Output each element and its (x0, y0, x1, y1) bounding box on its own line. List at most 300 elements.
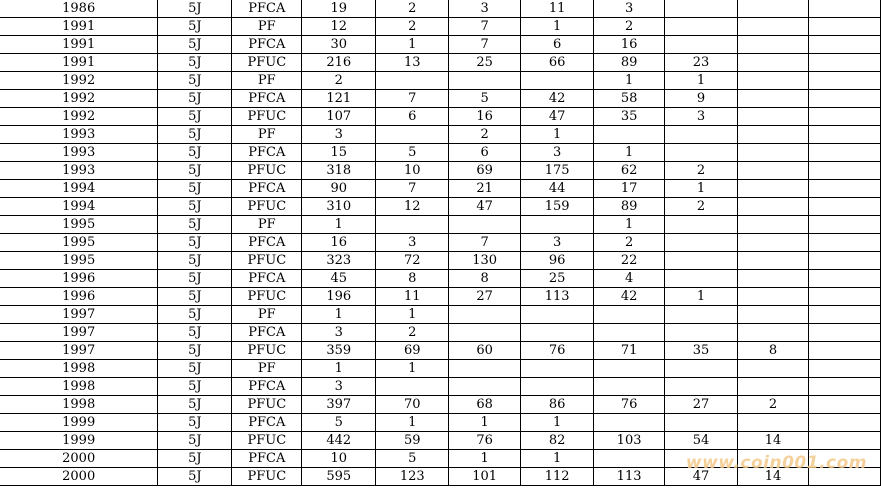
table-cell: 2 (376, 0, 449, 18)
table-row (0, 378, 881, 396)
table-cell (594, 306, 665, 324)
table-cell: 2 (665, 162, 738, 180)
table-cell: 3 (302, 126, 376, 144)
table-cell: 107 (302, 108, 376, 126)
table-cell: 2000 (0, 468, 158, 486)
table-cell: 5J (158, 360, 232, 378)
table-cell (376, 378, 449, 396)
table-cell (521, 324, 594, 342)
table-cell: 47 (665, 468, 738, 486)
table-cell: 22 (594, 252, 665, 270)
table-cell: 113 (521, 288, 594, 306)
table-cell: 310 (302, 198, 376, 216)
table-cell: 5J (158, 288, 232, 306)
table-cell: 1998 (0, 378, 158, 396)
table-row (0, 252, 881, 270)
table-cell: 175 (521, 162, 594, 180)
table-cell: 3 (302, 324, 376, 342)
table-cell (376, 216, 449, 234)
table-row (0, 90, 881, 108)
table-cell: 19 (302, 0, 376, 18)
table-row (0, 108, 881, 126)
table-cell: 5J (158, 324, 232, 342)
table-cell (665, 144, 738, 162)
table-cell: 1992 (0, 72, 158, 90)
table-cell: PF (232, 72, 302, 90)
table-cell (738, 36, 809, 54)
table-cell: PFUC (232, 162, 302, 180)
table-cell: 4 (594, 270, 665, 288)
table-cell: 16 (594, 36, 665, 54)
table-cell: 1997 (0, 324, 158, 342)
table-cell (738, 162, 809, 180)
table-cell (808, 216, 880, 234)
table-cell (665, 270, 738, 288)
table-cell (738, 360, 809, 378)
table-cell: 1994 (0, 180, 158, 198)
table-cell: 7 (376, 90, 449, 108)
table-cell: 68 (449, 396, 521, 414)
table-cell: 1 (302, 216, 376, 234)
table-cell: 2 (738, 396, 809, 414)
table-cell (738, 324, 809, 342)
table-cell: 60 (449, 342, 521, 360)
table-cell: 27 (665, 396, 738, 414)
table-cell: 1993 (0, 126, 158, 144)
table-cell (808, 126, 880, 144)
table-cell: 5J (158, 90, 232, 108)
table-cell: 1997 (0, 342, 158, 360)
table-cell: 5J (158, 378, 232, 396)
table-cell (521, 72, 594, 90)
table-cell: PFUC (232, 342, 302, 360)
table-cell: 5J (158, 180, 232, 198)
table-cell: 2 (376, 324, 449, 342)
table-cell: PFCA (232, 36, 302, 54)
table-cell: 8 (376, 270, 449, 288)
table-cell: 121 (302, 90, 376, 108)
table-cell: 5J (158, 72, 232, 90)
table-cell (665, 324, 738, 342)
table-cell: 2 (594, 234, 665, 252)
table-cell: 16 (449, 108, 521, 126)
table-row (0, 396, 881, 414)
table-cell: 442 (302, 432, 376, 450)
table-cell (521, 360, 594, 378)
table-cell (665, 234, 738, 252)
table-cell: PFCA (232, 234, 302, 252)
table-cell: PF (232, 360, 302, 378)
table-cell: PFCA (232, 324, 302, 342)
table-cell: 2 (376, 18, 449, 36)
table-cell (665, 0, 738, 18)
table-cell: 23 (665, 54, 738, 72)
table-cell: 54 (665, 432, 738, 450)
table-cell: 1993 (0, 162, 158, 180)
table-cell: PFCA (232, 378, 302, 396)
table-cell: 2 (594, 18, 665, 36)
table-cell (808, 18, 880, 36)
table-cell (808, 90, 880, 108)
table-cell: 69 (449, 162, 521, 180)
table-cell (594, 414, 665, 432)
table-cell (449, 324, 521, 342)
table-cell: 6 (376, 108, 449, 126)
table-cell: 1 (594, 72, 665, 90)
table-cell (808, 0, 880, 18)
table-cell: 1997 (0, 306, 158, 324)
table-row (0, 414, 881, 432)
table-cell (808, 198, 880, 216)
table-cell: 5J (158, 306, 232, 324)
table-cell (738, 108, 809, 126)
table-cell (808, 108, 880, 126)
table-cell: 5J (158, 270, 232, 288)
table-row (0, 180, 881, 198)
table-cell: PFCA (232, 180, 302, 198)
table-cell (808, 36, 880, 54)
table-cell: 3 (521, 144, 594, 162)
table-cell: 15 (302, 144, 376, 162)
table-cell: PF (232, 216, 302, 234)
table-cell: 216 (302, 54, 376, 72)
table-cell: 359 (302, 342, 376, 360)
table-cell: PFUC (232, 432, 302, 450)
table-cell (521, 216, 594, 234)
table-cell (665, 414, 738, 432)
table-cell: 1 (521, 414, 594, 432)
table-cell: 14 (738, 432, 809, 450)
table-cell: 27 (449, 288, 521, 306)
table-cell: 90 (302, 180, 376, 198)
table-cell: 76 (594, 396, 665, 414)
table-cell: 82 (521, 432, 594, 450)
table-cell: 47 (521, 108, 594, 126)
table-cell: 1992 (0, 108, 158, 126)
table-cell: 25 (449, 54, 521, 72)
table-cell: 5J (158, 144, 232, 162)
table-cell: 1994 (0, 198, 158, 216)
table-cell: 397 (302, 396, 376, 414)
table-cell: 13 (376, 54, 449, 72)
table-cell: 7 (449, 234, 521, 252)
table-cell: 1991 (0, 18, 158, 36)
table-cell: 2 (665, 198, 738, 216)
table-cell: 89 (594, 54, 665, 72)
table-cell: 1998 (0, 360, 158, 378)
table-row (0, 270, 881, 288)
table-cell (665, 126, 738, 144)
table-cell (665, 252, 738, 270)
table-cell (665, 216, 738, 234)
table-cell: 10 (302, 450, 376, 468)
table-cell: 2 (302, 72, 376, 90)
table-cell: 7 (449, 18, 521, 36)
table-cell: 35 (665, 342, 738, 360)
table-cell: 1991 (0, 54, 158, 72)
table-cell: 1999 (0, 414, 158, 432)
table-cell (738, 54, 809, 72)
table-cell (665, 36, 738, 54)
table-cell: 5J (158, 126, 232, 144)
table-cell: 8 (738, 342, 809, 360)
table-cell (738, 90, 809, 108)
table-cell (738, 378, 809, 396)
table-row (0, 342, 881, 360)
table-cell: 5 (376, 450, 449, 468)
table-cell: PFUC (232, 198, 302, 216)
table-row (0, 126, 881, 144)
table-cell: PFCA (232, 90, 302, 108)
table-cell (808, 432, 880, 450)
table-cell: PFUC (232, 252, 302, 270)
table-cell: 103 (594, 432, 665, 450)
table-cell: 159 (521, 198, 594, 216)
table-cell: 30 (302, 36, 376, 54)
table-cell (808, 270, 880, 288)
table-cell (738, 72, 809, 90)
table-cell (738, 126, 809, 144)
table-cell: 5J (158, 234, 232, 252)
table-cell: 44 (521, 180, 594, 198)
table-cell: 5 (302, 414, 376, 432)
table-cell (738, 0, 809, 18)
table-cell: 318 (302, 162, 376, 180)
table-cell: 1999 (0, 432, 158, 450)
table-cell: 6 (521, 36, 594, 54)
table-cell: 1986 (0, 0, 158, 18)
table-cell: 66 (521, 54, 594, 72)
table-cell: 3 (449, 0, 521, 18)
table-cell: 3 (594, 0, 665, 18)
table-cell (594, 360, 665, 378)
table-cell: 1993 (0, 144, 158, 162)
table-cell: 16 (302, 234, 376, 252)
table-cell: 12 (376, 198, 449, 216)
table-cell: 1991 (0, 36, 158, 54)
watermark-text: www.coin001.com (685, 453, 867, 473)
table-cell (808, 378, 880, 396)
table-cell (808, 72, 880, 90)
table-cell: 5J (158, 468, 232, 486)
table-cell: 5J (158, 36, 232, 54)
table-cell (808, 144, 880, 162)
table-cell: 11 (376, 288, 449, 306)
table-cell: 1 (594, 216, 665, 234)
table-cell: 1 (449, 414, 521, 432)
table-cell (594, 324, 665, 342)
table-cell (808, 360, 880, 378)
table-cell: 2 (449, 126, 521, 144)
table-cell: 113 (594, 468, 665, 486)
table-cell (594, 450, 665, 468)
table-cell: 10 (376, 162, 449, 180)
table-cell (665, 378, 738, 396)
table-cell: 8 (449, 270, 521, 288)
table-cell: 1 (376, 360, 449, 378)
table-cell: 1 (521, 450, 594, 468)
table-cell (808, 54, 880, 72)
table-cell: 5J (158, 432, 232, 450)
table-cell (449, 306, 521, 324)
table-cell: 76 (449, 432, 521, 450)
table-cell (738, 198, 809, 216)
table-row (0, 72, 881, 90)
table-cell (594, 378, 665, 396)
table-cell (808, 414, 880, 432)
table-cell: 21 (449, 180, 521, 198)
table-cell: PFUC (232, 54, 302, 72)
table-cell: 5J (158, 414, 232, 432)
table-row (0, 198, 881, 216)
table-cell: 42 (521, 90, 594, 108)
table-cell (449, 378, 521, 396)
table-cell: 96 (521, 252, 594, 270)
table-cell: 1 (521, 18, 594, 36)
table-cell: 62 (594, 162, 665, 180)
table-cell (738, 306, 809, 324)
table-cell: 130 (449, 252, 521, 270)
table-row (0, 36, 881, 54)
table-cell: 1 (594, 144, 665, 162)
table-row (0, 306, 881, 324)
table-cell: PF (232, 306, 302, 324)
table-row (0, 54, 881, 72)
table-cell (738, 216, 809, 234)
table-cell (738, 18, 809, 36)
table-cell: PFCA (232, 0, 302, 18)
table-cell: 5J (158, 108, 232, 126)
table-cell: 1 (665, 180, 738, 198)
table-cell: 5J (158, 162, 232, 180)
table-row (0, 360, 881, 378)
table-cell: 7 (376, 180, 449, 198)
table-cell: 1 (376, 36, 449, 54)
table-cell: PF (232, 126, 302, 144)
table-cell (449, 72, 521, 90)
table-cell (521, 306, 594, 324)
table-cell: PFCA (232, 450, 302, 468)
table-cell: 45 (302, 270, 376, 288)
table-cell (738, 252, 809, 270)
table-cell (738, 180, 809, 198)
table-row (0, 18, 881, 36)
table-cell (808, 396, 880, 414)
table-cell (738, 288, 809, 306)
table-cell: 5J (158, 252, 232, 270)
table-cell: 5J (158, 216, 232, 234)
table-cell (808, 324, 880, 342)
table-cell: 5J (158, 450, 232, 468)
table-cell: 123 (376, 468, 449, 486)
table-cell: 1995 (0, 252, 158, 270)
table-cell: 1 (302, 306, 376, 324)
table-cell: 2000 (0, 450, 158, 468)
table-cell: 5J (158, 396, 232, 414)
table-cell: 3 (302, 378, 376, 396)
table-cell: PFCA (232, 144, 302, 162)
table-cell: 89 (594, 198, 665, 216)
table-cell: 5J (158, 198, 232, 216)
table-cell: PFUC (232, 396, 302, 414)
table-cell: 1998 (0, 396, 158, 414)
table-cell (594, 126, 665, 144)
table-row (0, 162, 881, 180)
table-row (0, 144, 881, 162)
table-cell: 5 (449, 90, 521, 108)
table-cell: 71 (594, 342, 665, 360)
table-cell: PFCA (232, 270, 302, 288)
table-cell: 1 (376, 414, 449, 432)
table-cell (738, 234, 809, 252)
table-cell: 9 (665, 90, 738, 108)
table-cell (808, 288, 880, 306)
table-cell: PF (232, 18, 302, 36)
table-cell (521, 378, 594, 396)
table-cell (808, 180, 880, 198)
table-cell: 5 (376, 144, 449, 162)
table-cell (665, 18, 738, 36)
table-cell (808, 234, 880, 252)
table-cell: 86 (521, 396, 594, 414)
table-cell: 42 (594, 288, 665, 306)
table-cell: 112 (521, 468, 594, 486)
table-cell (449, 360, 521, 378)
table-cell: 5J (158, 342, 232, 360)
table-cell: 69 (376, 342, 449, 360)
table-cell (738, 414, 809, 432)
table-cell: 6 (449, 144, 521, 162)
table-cell: 1 (449, 450, 521, 468)
table-cell (376, 126, 449, 144)
table-cell: 72 (376, 252, 449, 270)
table-cell: 47 (449, 198, 521, 216)
table-cell: 1995 (0, 216, 158, 234)
table-cell: 70 (376, 396, 449, 414)
table-cell (808, 306, 880, 324)
table-cell: 3 (376, 234, 449, 252)
table-cell: 1 (665, 72, 738, 90)
table-row (0, 0, 881, 18)
table-cell (808, 162, 880, 180)
table-cell: 1995 (0, 234, 158, 252)
table-cell: 11 (521, 0, 594, 18)
table-cell: 3 (521, 234, 594, 252)
table-cell: 1992 (0, 90, 158, 108)
table-cell (376, 72, 449, 90)
table-cell: 1996 (0, 288, 158, 306)
table-cell: 5J (158, 54, 232, 72)
table-cell: 76 (521, 342, 594, 360)
table-cell: 5J (158, 18, 232, 36)
table-cell: 14 (738, 468, 809, 486)
table-cell: 17 (594, 180, 665, 198)
table-cell: PFUC (232, 108, 302, 126)
table-cell: 101 (449, 468, 521, 486)
table-cell (665, 306, 738, 324)
table-cell: 1 (376, 306, 449, 324)
table-cell (808, 252, 880, 270)
table-cell (665, 360, 738, 378)
table-cell: 1 (665, 288, 738, 306)
table-row (0, 288, 881, 306)
table-cell: 595 (302, 468, 376, 486)
table-cell: 12 (302, 18, 376, 36)
table-cell: 5J (158, 0, 232, 18)
table-cell (738, 270, 809, 288)
table-row (0, 432, 881, 450)
table-cell (738, 144, 809, 162)
